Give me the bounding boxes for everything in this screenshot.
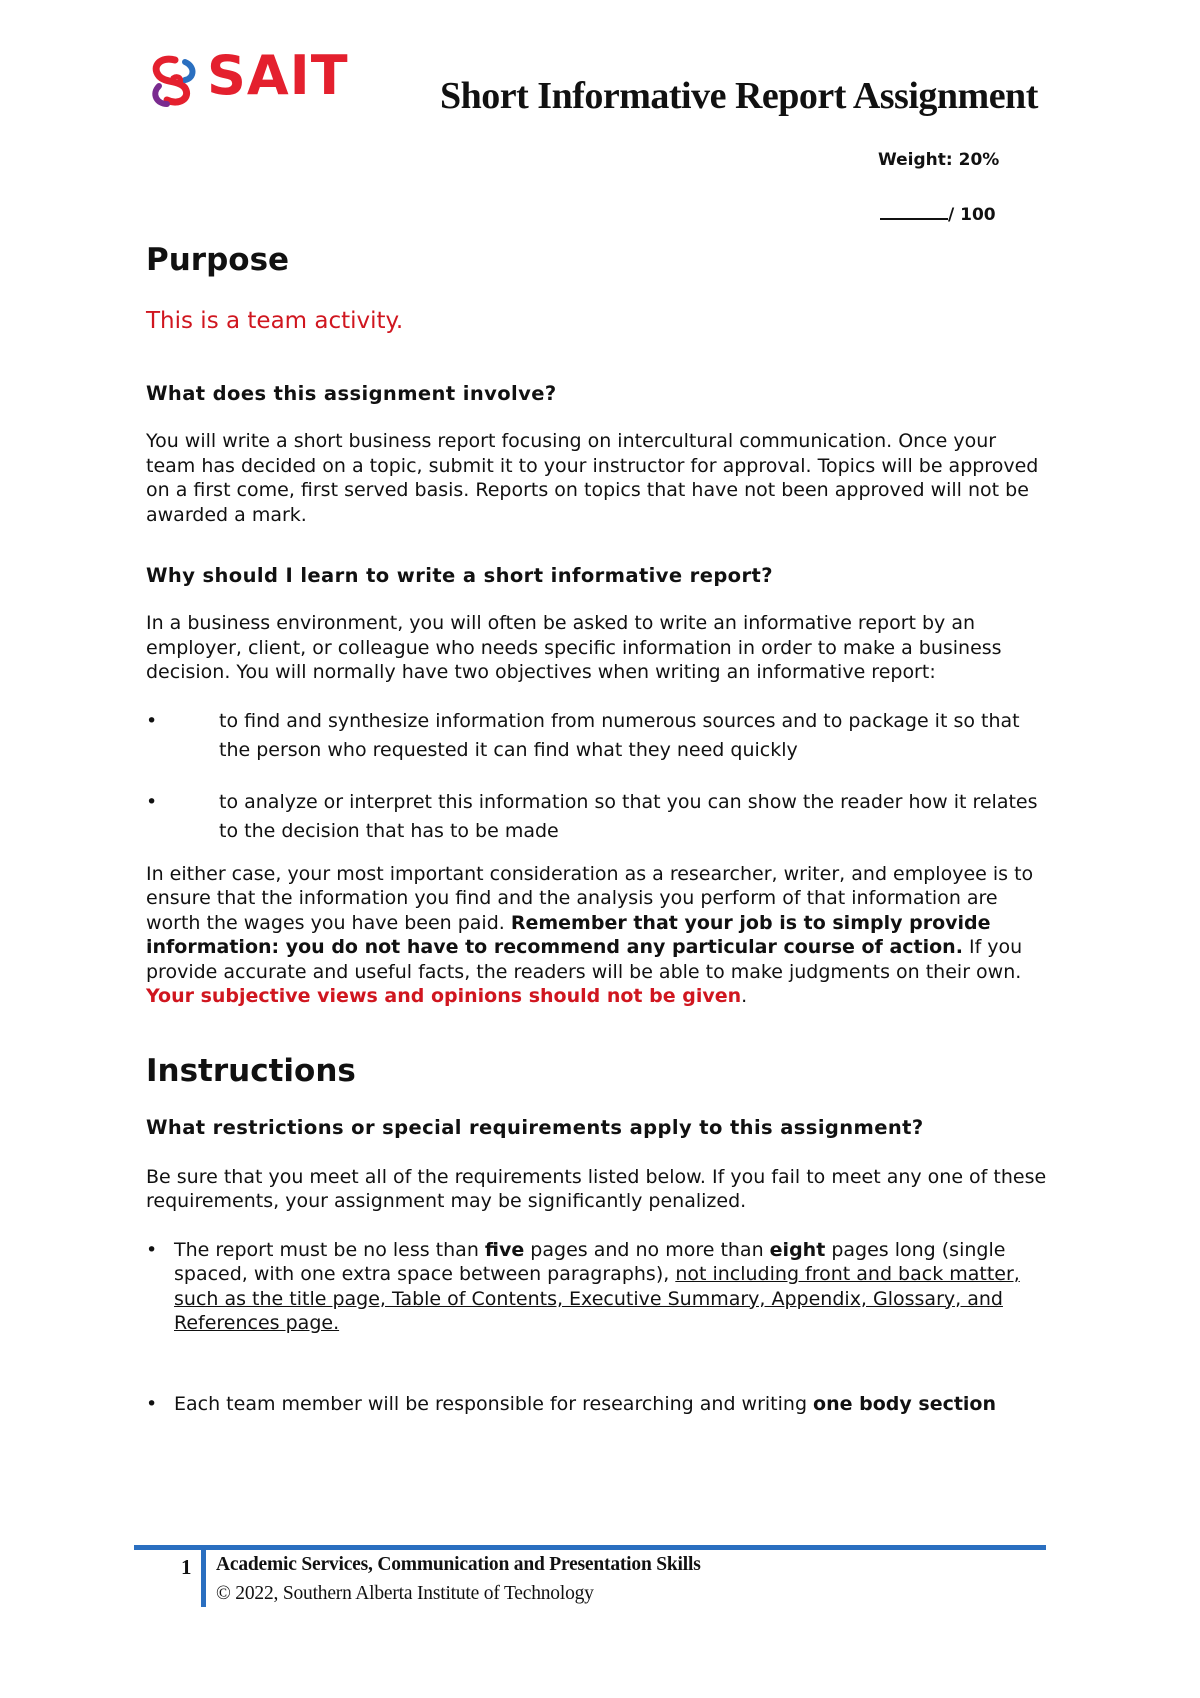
b1-underlined: not including front and back matter, such as the title page, Table of Contents, Executive Summary, Appendix, Glossary, and References page. xyxy=(174,1263,1020,1334)
purpose-paragraph-2: In a business environment, you will often be asked to write an informative report by an employer, client, or colleague who needs specific information in order to make a business decision. You will normally have two objectives when writing an informative report: xyxy=(146,612,1002,683)
bullet-dot: • xyxy=(146,1238,158,1261)
bullet-text: to analyze or interpret this information so that you can show the reader how it relates to the decision that has to be made xyxy=(219,790,1038,842)
sait-logo-mark-icon xyxy=(145,50,205,110)
b1-text-c: pages and no more than xyxy=(524,1238,770,1261)
purpose-paragraph-3 xyxy=(146,862,1051,1009)
bullet-dot: • xyxy=(146,709,158,732)
bullet-text xyxy=(174,1238,1051,1336)
purpose-question-2: Why should I learn to write a short informative report? xyxy=(146,564,773,587)
b1-text-a: The report must be no less than xyxy=(174,1238,485,1261)
weight-label: Weight: xyxy=(878,150,953,170)
footer-department: Academic Services, Communication and Presentation Skills xyxy=(216,1554,701,1575)
purpose-question-1: What does this assignment involve? xyxy=(146,382,557,405)
bullet-text xyxy=(174,1392,1051,1417)
b1-bold-five: five xyxy=(484,1238,525,1261)
list-item xyxy=(146,1238,1051,1336)
bullet-dot: • xyxy=(146,1392,158,1415)
purpose-heading: Purpose xyxy=(146,242,290,278)
p3-text-c: If you provide accurate and useful facts, the readers will be able to make judgments on their own. xyxy=(146,936,1023,983)
b1-text-e: pages long (single spaced, with one extra space between paragraphs), xyxy=(174,1238,1006,1285)
purpose-paragraph-1: You will write a short business report focusing on intercultural communication. Once your team has decided on a topic, submit it to your instructor for approval. Topics will be approved on a first come, first served basis. Reports on topics that have not been approved will not be awarded a mark. xyxy=(146,430,1039,526)
score-blank xyxy=(880,204,948,220)
instructions-paragraph-1: Be sure that you meet all of the requirements listed below. If you fail to meet any one of these requirements, your assignment may be significantly penalized. xyxy=(146,1165,1047,1212)
footer-vertical-divider xyxy=(201,1550,206,1607)
score-total: / 100 xyxy=(948,205,996,225)
logo-wordmark: SAIT xyxy=(207,44,349,107)
team-activity-note: This is a team activity. xyxy=(146,308,404,334)
p3-text-a: In either case, your most important consideration as a researcher, writer, and employee is to ensure that the information you find and the analysis you perform of that information are worth the wages you have been paid. xyxy=(146,862,1034,934)
instructions-heading: Instructions xyxy=(146,1052,356,1089)
weight-value: 20% xyxy=(958,150,1000,170)
score-line xyxy=(880,204,996,225)
bullet-text: to find and synthesize information from numerous sources and to package it so that the person who requested it can find what they need quickly xyxy=(219,709,1020,761)
sait-logo xyxy=(145,44,349,110)
footer-divider xyxy=(134,1545,1046,1550)
page-number: 1 xyxy=(181,1555,192,1579)
document-title: Short Informative Report Assignment xyxy=(440,75,1038,117)
bullet-dot: • xyxy=(146,790,158,813)
p3-text-e: . xyxy=(741,985,748,1007)
p3-bold: Remember that your job is to simply provide information: you do not have to recommend any particular course of action. xyxy=(146,911,991,958)
b1-bold-eight: eight xyxy=(769,1238,826,1261)
instructions-question-1: What restrictions or special requirements apply to this assignment? xyxy=(146,1115,924,1139)
weight-line xyxy=(878,150,999,170)
p3-red-bold: Your subjective views and opinions should not be given xyxy=(146,985,742,1007)
list-item xyxy=(146,707,1051,765)
document-body xyxy=(146,240,1051,1416)
list-item xyxy=(146,1392,1051,1417)
b2-bold: one body section xyxy=(813,1392,997,1415)
list-item xyxy=(146,788,1051,846)
footer-copyright: © 2022, Southern Alberta Institute of Technology xyxy=(216,1583,594,1604)
b2-text-a: Each team member will be responsible for researching and writing xyxy=(174,1392,814,1415)
